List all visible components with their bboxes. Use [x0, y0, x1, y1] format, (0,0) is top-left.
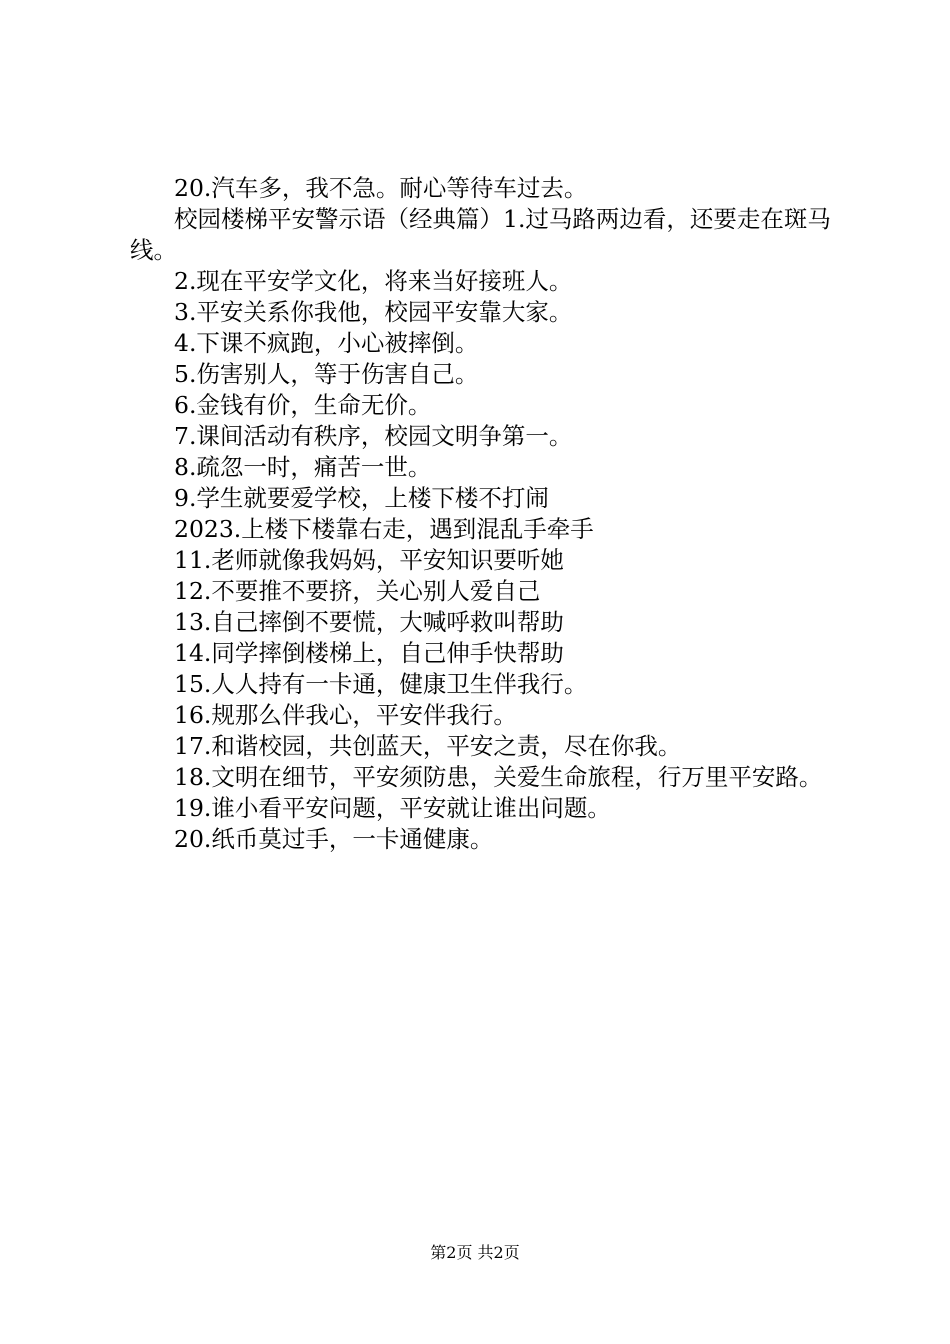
- paragraph: 20.纸币莫过手，一卡通健康。: [174, 825, 494, 853]
- paragraph: 9.学生就要爱学校，上楼下楼不打闹: [174, 484, 549, 512]
- document-body: [130, 173, 838, 855]
- paragraph: 18.文明在细节，平安须防患，关爱生命旅程，行万里平安路。: [174, 763, 823, 791]
- paragraph: 16.规那么伴我心，平安伴我行。: [174, 701, 517, 729]
- paragraph: 4.下课不疯跑，小心被摔倒。: [174, 329, 479, 357]
- paragraph: 3.平安关系你我他，校园平安靠大家。: [174, 298, 573, 326]
- paragraph: 19.谁小看平安问题，平安就让谁出问题。: [174, 794, 611, 822]
- paragraph: 13.自己摔倒不要慌，大喊呼救叫帮助: [174, 608, 564, 636]
- paragraph: 2023.上楼下楼靠右走，遇到混乱手牵手: [174, 515, 594, 543]
- paragraph: 校园楼梯平安警示语（经典篇）1.过马路两边看，还要走在斑马线。: [130, 205, 831, 264]
- paragraph: 7.课间活动有秩序，校园文明争第一。: [174, 422, 573, 450]
- paragraph: 2.现在平安学文化，将来当好接班人。: [174, 267, 573, 295]
- paragraph: 6.金钱有价，生命无价。: [174, 391, 432, 419]
- paragraph: 5.伤害别人，等于伤害自己。: [174, 360, 479, 388]
- paragraph: 8.疏忽一时，痛苦一世。: [174, 453, 432, 481]
- paragraph: 17.和谐校园，共创蓝天，平安之责，尽在你我。: [174, 732, 682, 760]
- page-footer: 第2页 共2页: [430, 1243, 520, 1262]
- paragraph: 14.同学摔倒楼梯上，自己伸手快帮助: [174, 639, 564, 667]
- paragraph: 11.老师就像我妈妈，平安知识要听她: [174, 546, 564, 574]
- paragraph: 12.不要推不要挤，关心别人爱自己: [174, 577, 541, 605]
- paragraph: 15.人人持有一卡通，健康卫生伴我行。: [174, 670, 588, 698]
- paragraph: 20.汽车多，我不急。耐心等待车过去。: [174, 174, 588, 202]
